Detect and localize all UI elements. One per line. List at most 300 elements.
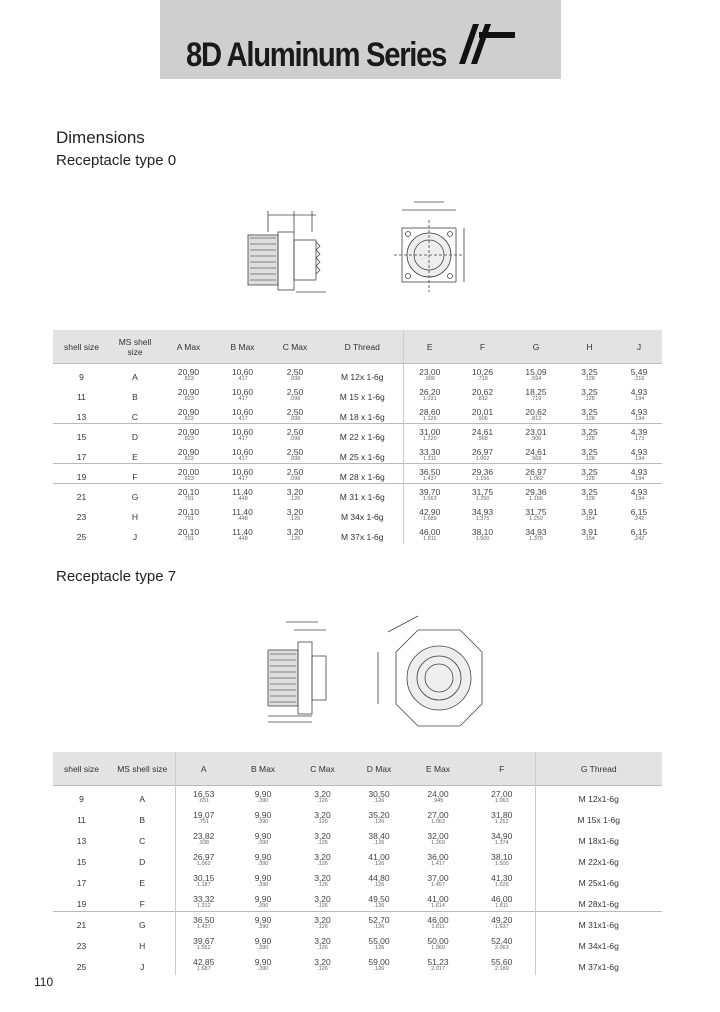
- inch-value: .390: [257, 881, 269, 888]
- table-cell: [407, 891, 469, 912]
- inch-value: 1.063: [431, 818, 445, 825]
- table-cell: [351, 786, 407, 807]
- metric-value: 33,30: [419, 446, 441, 457]
- inch-value: 1.252: [494, 818, 509, 825]
- table-cell: [407, 828, 469, 849]
- table-row: [53, 404, 662, 424]
- table-cell: [469, 891, 535, 912]
- inch-value: .126: [317, 798, 328, 804]
- table-cell: E: [139, 877, 146, 888]
- metric-value: 3,20: [314, 935, 331, 946]
- col-header: G Thread: [535, 752, 662, 786]
- inch-value: .128: [584, 496, 595, 502]
- table-cell: M 18x1-6g: [535, 828, 662, 849]
- table-cell: [294, 891, 351, 912]
- metric-value: 3,25: [581, 467, 598, 477]
- metric-value: 20,10: [177, 526, 200, 537]
- inch-value: .945: [432, 798, 444, 804]
- col-header: B Max: [232, 752, 294, 786]
- table-cell: [403, 504, 456, 524]
- inch-value: .194: [633, 415, 645, 422]
- table-cell: [456, 484, 509, 504]
- inch-value: .126: [317, 839, 328, 846]
- table-cell: [563, 424, 616, 444]
- table-cell: 25: [76, 531, 87, 542]
- inch-value: .417: [237, 395, 248, 402]
- metric-value: 20,90: [177, 406, 200, 417]
- metric-value: 44,80: [368, 872, 390, 883]
- col-header: C Max: [268, 330, 322, 364]
- inch-value: .906: [530, 436, 542, 442]
- inch-value: .098: [289, 376, 301, 382]
- inch-value: .126: [289, 515, 301, 522]
- inch-value: .906: [477, 415, 488, 422]
- table-cell: [509, 464, 563, 484]
- table-cell: [294, 870, 351, 891]
- table-cell: 21: [53, 912, 110, 933]
- table-cell: [616, 504, 662, 524]
- inch-value: .194: [633, 496, 645, 502]
- table-cell: [456, 404, 509, 424]
- inch-value: .390: [257, 839, 269, 846]
- metric-value: 49,50: [368, 893, 390, 904]
- inch-value: .390: [257, 798, 269, 804]
- inch-value: 1.062: [529, 476, 543, 482]
- inch-value: 1.811: [495, 902, 509, 909]
- table-cell: [294, 954, 351, 975]
- table-cell: [563, 364, 616, 384]
- logo-mark: [457, 18, 517, 68]
- table-cell: [217, 504, 268, 524]
- table-cell: [268, 484, 322, 504]
- inch-value: .126: [373, 881, 385, 888]
- table-cell: [456, 464, 509, 484]
- metric-value: 9,90: [254, 872, 272, 883]
- table-cell: M 37x 1-6g: [340, 531, 384, 542]
- metric-value: 46,00: [419, 526, 441, 537]
- inch-value: .128: [584, 395, 595, 402]
- table-cell: M 12x1-6g: [535, 786, 662, 807]
- table-cell: [294, 828, 351, 849]
- table-cell: 9: [53, 364, 110, 384]
- metric-value: 3,20: [286, 526, 304, 537]
- table-cell: [217, 484, 268, 504]
- inch-value: .128: [584, 415, 595, 422]
- metric-value: 46,00: [427, 915, 449, 925]
- inch-value: .098: [289, 476, 301, 482]
- type0-title: Receptacle type 0: [56, 152, 177, 169]
- table-cell: [268, 464, 322, 484]
- table-row: [53, 954, 662, 975]
- table-cell: G: [110, 484, 160, 504]
- inch-value: 1.250: [475, 496, 490, 502]
- table-cell: [294, 849, 351, 870]
- inch-value: .448: [237, 496, 248, 502]
- metric-value: 3,20: [314, 893, 331, 904]
- inch-value: 1.220: [422, 436, 437, 442]
- table-cell: [232, 849, 294, 870]
- table-cell: [351, 828, 407, 849]
- inch-value: .126: [289, 535, 301, 542]
- table-row: [53, 444, 662, 464]
- inch-value: .719: [530, 395, 542, 402]
- metric-value: 4,93: [630, 487, 648, 497]
- metric-value: 4,93: [630, 467, 648, 477]
- inch-value: .390: [257, 860, 269, 867]
- table-cell: [175, 870, 232, 891]
- inch-value: .823: [183, 376, 194, 382]
- table-cell: [268, 504, 322, 524]
- table-cell: [407, 933, 469, 954]
- metric-value: 3,25: [581, 427, 598, 437]
- page-number: 110: [34, 975, 54, 989]
- table-cell: [407, 849, 469, 870]
- table-cell: [160, 404, 217, 424]
- table-cell: [407, 807, 469, 828]
- inch-value: .791: [183, 535, 194, 542]
- table-cell: [268, 424, 322, 444]
- table-cell: [469, 807, 535, 828]
- metric-value: 50,00: [427, 935, 449, 946]
- metric-value: 33,32: [193, 893, 215, 904]
- metric-value: 24,61: [525, 446, 547, 457]
- table-cell: [403, 364, 456, 384]
- table-cell: [351, 954, 407, 975]
- table-cell: [232, 870, 294, 891]
- table-cell: [160, 484, 217, 504]
- table-cell: [509, 364, 563, 384]
- table-cell: [294, 807, 351, 828]
- inch-value: .154: [584, 515, 595, 522]
- metric-value: 3,20: [314, 830, 331, 841]
- inch-value: 1.311: [423, 455, 437, 462]
- metric-value: 11,40: [232, 526, 253, 537]
- table-cell: 13: [76, 411, 87, 422]
- inch-value: .594: [530, 376, 542, 382]
- metric-value: 3,25: [581, 386, 598, 397]
- table-cell: M 31x1-6g: [535, 912, 662, 933]
- table-cell: F: [139, 898, 145, 909]
- metric-value: 39,70: [419, 487, 441, 497]
- col-header: H: [563, 330, 616, 364]
- metric-value: 2,50: [286, 406, 304, 417]
- inch-value: 1.437: [422, 476, 437, 482]
- table-cell: [268, 524, 322, 544]
- metric-value: 9,90: [254, 809, 272, 820]
- table-cell: H: [131, 511, 139, 522]
- metric-value: 20,01: [471, 406, 494, 417]
- table-cell: 15: [53, 424, 110, 444]
- table-cell: [456, 364, 509, 384]
- table-cell: J: [132, 531, 138, 542]
- metric-value: 4,39: [630, 427, 648, 437]
- table-cell: [407, 786, 469, 807]
- metric-value: 30,50: [368, 789, 390, 799]
- metric-value: 26,97: [193, 851, 215, 862]
- metric-value: 38,10: [471, 526, 494, 537]
- table-cell: [268, 404, 322, 424]
- metric-value: 52,70: [368, 915, 390, 925]
- inch-value: .417: [237, 376, 248, 382]
- inch-value: 1.375: [529, 535, 543, 542]
- table-cell: [175, 807, 232, 828]
- metric-value: 41,00: [368, 851, 390, 862]
- table-cell: [616, 484, 662, 504]
- table-cell: [268, 364, 322, 384]
- table-cell: 9: [53, 786, 110, 807]
- inch-value: .126: [317, 860, 328, 867]
- metric-value: 36,00: [427, 851, 449, 862]
- metric-value: 6,15: [630, 506, 648, 517]
- col-header: G: [509, 330, 563, 364]
- table-cell: [403, 524, 456, 544]
- metric-value: 51,23: [427, 956, 449, 967]
- inch-value: .098: [289, 415, 301, 422]
- table-cell: J: [140, 961, 145, 972]
- metric-value: 9,90: [254, 956, 272, 967]
- header-band: [160, 0, 561, 79]
- col-header: J: [616, 330, 662, 364]
- metric-value: 31,75: [525, 506, 547, 517]
- table-cell: B: [139, 814, 146, 825]
- table-cell: M 25x1-6g: [535, 870, 662, 891]
- table-cell: M 15 x 1-6g: [339, 391, 385, 402]
- table-cell: [563, 444, 616, 464]
- table-cell: [407, 954, 469, 975]
- table-cell: [268, 444, 322, 464]
- inch-value: .938: [198, 839, 210, 846]
- table-row: [53, 424, 662, 444]
- metric-value: 5,49: [630, 367, 648, 377]
- metric-value: 39,67: [193, 935, 215, 946]
- metric-value: 52,40: [491, 935, 513, 946]
- table-cell: [294, 912, 351, 933]
- metric-value: 3,91: [581, 526, 598, 537]
- col-header: E: [403, 330, 456, 364]
- table-cell: 17: [76, 877, 87, 888]
- table-cell: [509, 484, 563, 504]
- table-row: [53, 504, 662, 524]
- metric-value: 34,93: [471, 506, 494, 517]
- metric-value: 2,50: [286, 367, 304, 377]
- metric-value: 41,00: [427, 893, 449, 904]
- inch-value: .128: [584, 455, 595, 462]
- metric-value: 55,60: [491, 956, 513, 967]
- metric-value: 20,90: [177, 367, 200, 377]
- inch-value: .126: [373, 965, 385, 972]
- col-header: shell size: [53, 330, 110, 364]
- table-row: [53, 807, 662, 828]
- table-cell: 21: [53, 484, 110, 504]
- metric-value: 27,00: [491, 789, 513, 799]
- table-cell: [509, 524, 563, 544]
- table-cell: [509, 404, 563, 424]
- table-row: [53, 870, 662, 891]
- table-cell: M 15x 1-6g: [535, 807, 662, 828]
- table-cell: D: [139, 856, 146, 867]
- type7-side-view: [228, 612, 488, 740]
- inch-value: 1.126: [422, 415, 437, 422]
- table-cell: [616, 464, 662, 484]
- table-cell: [563, 484, 616, 504]
- table-cell: [509, 384, 563, 404]
- inch-value: .126: [317, 965, 328, 972]
- inch-value: .417: [237, 415, 248, 422]
- inch-value: .126: [289, 496, 301, 502]
- metric-value: 34,93: [525, 526, 547, 537]
- inch-value: .126: [317, 944, 328, 951]
- table-cell: [456, 524, 509, 544]
- table-cell: M 12x 1-6g: [322, 364, 403, 384]
- inch-value: 1.811: [431, 924, 445, 930]
- inch-value: .154: [584, 535, 595, 542]
- inch-value: 1.417: [431, 860, 445, 867]
- metric-value: 3,20: [314, 915, 331, 925]
- metric-value: 20,00: [177, 467, 200, 477]
- col-header: MS shell size: [110, 330, 160, 364]
- metric-value: 31,00: [419, 427, 441, 437]
- table-cell: [217, 424, 268, 444]
- metric-value: 20,10: [177, 487, 200, 497]
- metric-value: 3,25: [581, 446, 598, 457]
- col-header: F: [469, 752, 535, 786]
- inch-value: .128: [584, 376, 595, 382]
- inch-value: 1.187: [196, 881, 211, 888]
- inch-value: 1.811: [423, 535, 437, 542]
- table-cell: [232, 954, 294, 975]
- table-cell: M 22x1-6g: [535, 849, 662, 870]
- table-cell: [175, 891, 232, 912]
- inch-value: .417: [237, 455, 248, 462]
- table-cell: H: [139, 940, 146, 951]
- table-row: [53, 484, 662, 504]
- inch-value: .791: [183, 515, 194, 522]
- metric-value: 18,25: [525, 386, 547, 397]
- inch-value: 1.500: [475, 535, 490, 542]
- table-cell: M 28 x 1-6g: [322, 464, 403, 484]
- type0-table: [53, 330, 662, 544]
- col-header: B Max: [217, 330, 268, 364]
- inch-value: .126: [317, 881, 328, 888]
- metric-value: 9,90: [254, 851, 272, 862]
- table-row: [53, 786, 662, 807]
- col-header: E Max: [407, 752, 469, 786]
- table-cell: [469, 828, 535, 849]
- inch-value: 1.063: [494, 798, 509, 804]
- metric-value: 20,90: [177, 386, 200, 397]
- table-cell: [469, 933, 535, 954]
- metric-value: 32,00: [427, 830, 449, 841]
- metric-value: 20,90: [177, 427, 200, 437]
- inch-value: .194: [633, 455, 645, 462]
- table-cell: [294, 933, 351, 954]
- table-cell: A: [110, 786, 175, 807]
- metric-value: 24,00: [427, 789, 449, 799]
- table-cell: [217, 464, 268, 484]
- table-cell: [217, 364, 268, 384]
- metric-value: 3,25: [581, 487, 598, 497]
- metric-value: 19,07: [193, 809, 215, 820]
- metric-value: 38,40: [368, 830, 390, 841]
- table-cell: [217, 444, 268, 464]
- metric-value: 11,40: [232, 487, 253, 497]
- table-cell: [403, 464, 456, 484]
- metric-value: 9,90: [254, 789, 272, 799]
- table-cell: [232, 828, 294, 849]
- inch-value: 1.969: [431, 944, 445, 951]
- inch-value: .448: [237, 535, 248, 542]
- table-cell: [160, 504, 217, 524]
- inch-value: .126: [373, 818, 385, 825]
- table-cell: C: [139, 835, 146, 846]
- metric-value: 28,60: [419, 406, 441, 417]
- metric-value: 31,75: [471, 487, 494, 497]
- table-cell: B: [132, 391, 138, 402]
- inch-value: .194: [633, 395, 645, 402]
- table-cell: 15: [76, 856, 87, 867]
- table-cell: [469, 849, 535, 870]
- inch-value: 1.563: [422, 496, 437, 502]
- table-cell: [456, 444, 509, 464]
- metric-value: 23,00: [419, 367, 441, 377]
- metric-value: 10,60: [231, 467, 254, 477]
- metric-value: 11,40: [232, 506, 253, 517]
- metric-value: 29,36: [525, 487, 547, 497]
- metric-value: 6,15: [630, 526, 648, 537]
- type7-table: [53, 752, 662, 975]
- table-cell: C: [131, 411, 139, 422]
- inch-value: .906: [424, 376, 436, 382]
- inch-value: .126: [373, 798, 385, 804]
- metric-value: 4,93: [630, 406, 648, 417]
- inch-value: .126: [317, 818, 328, 825]
- table-cell: [616, 424, 662, 444]
- metric-value: 16,53: [193, 789, 215, 799]
- table-cell: [175, 828, 232, 849]
- table-row: [53, 464, 662, 484]
- table-cell: [563, 464, 616, 484]
- metric-value: 2,50: [286, 446, 304, 457]
- inch-value: 2.063: [494, 944, 509, 951]
- table-cell: [351, 891, 407, 912]
- metric-value: 42,85: [193, 956, 215, 967]
- metric-value: 26,97: [525, 467, 547, 477]
- inch-value: 2.189: [494, 965, 509, 972]
- inch-value: .417: [237, 476, 248, 482]
- table-cell: 25: [76, 961, 87, 972]
- metric-value: 36,50: [419, 467, 441, 477]
- col-header: A: [175, 752, 232, 786]
- table-cell: [403, 424, 456, 444]
- inch-value: 1.500: [494, 860, 509, 867]
- metric-value: 38,10: [491, 851, 513, 862]
- table-cell: [509, 504, 563, 524]
- table-cell: [351, 933, 407, 954]
- col-header: A Max: [160, 330, 217, 364]
- metric-value: 24,61: [471, 427, 494, 437]
- inch-value: .390: [257, 965, 269, 972]
- table-cell: M 22 x 1-6g: [322, 424, 403, 444]
- metric-value: 35,20: [368, 809, 390, 820]
- metric-value: 42,90: [419, 506, 441, 517]
- table-cell: [563, 384, 616, 404]
- table-row: [53, 524, 662, 544]
- inch-value: .823: [183, 415, 194, 422]
- type0-side-view: [236, 180, 476, 320]
- metric-value: 49,20: [491, 915, 513, 925]
- metric-value: 20,10: [177, 506, 200, 517]
- metric-value: 3,20: [314, 872, 331, 883]
